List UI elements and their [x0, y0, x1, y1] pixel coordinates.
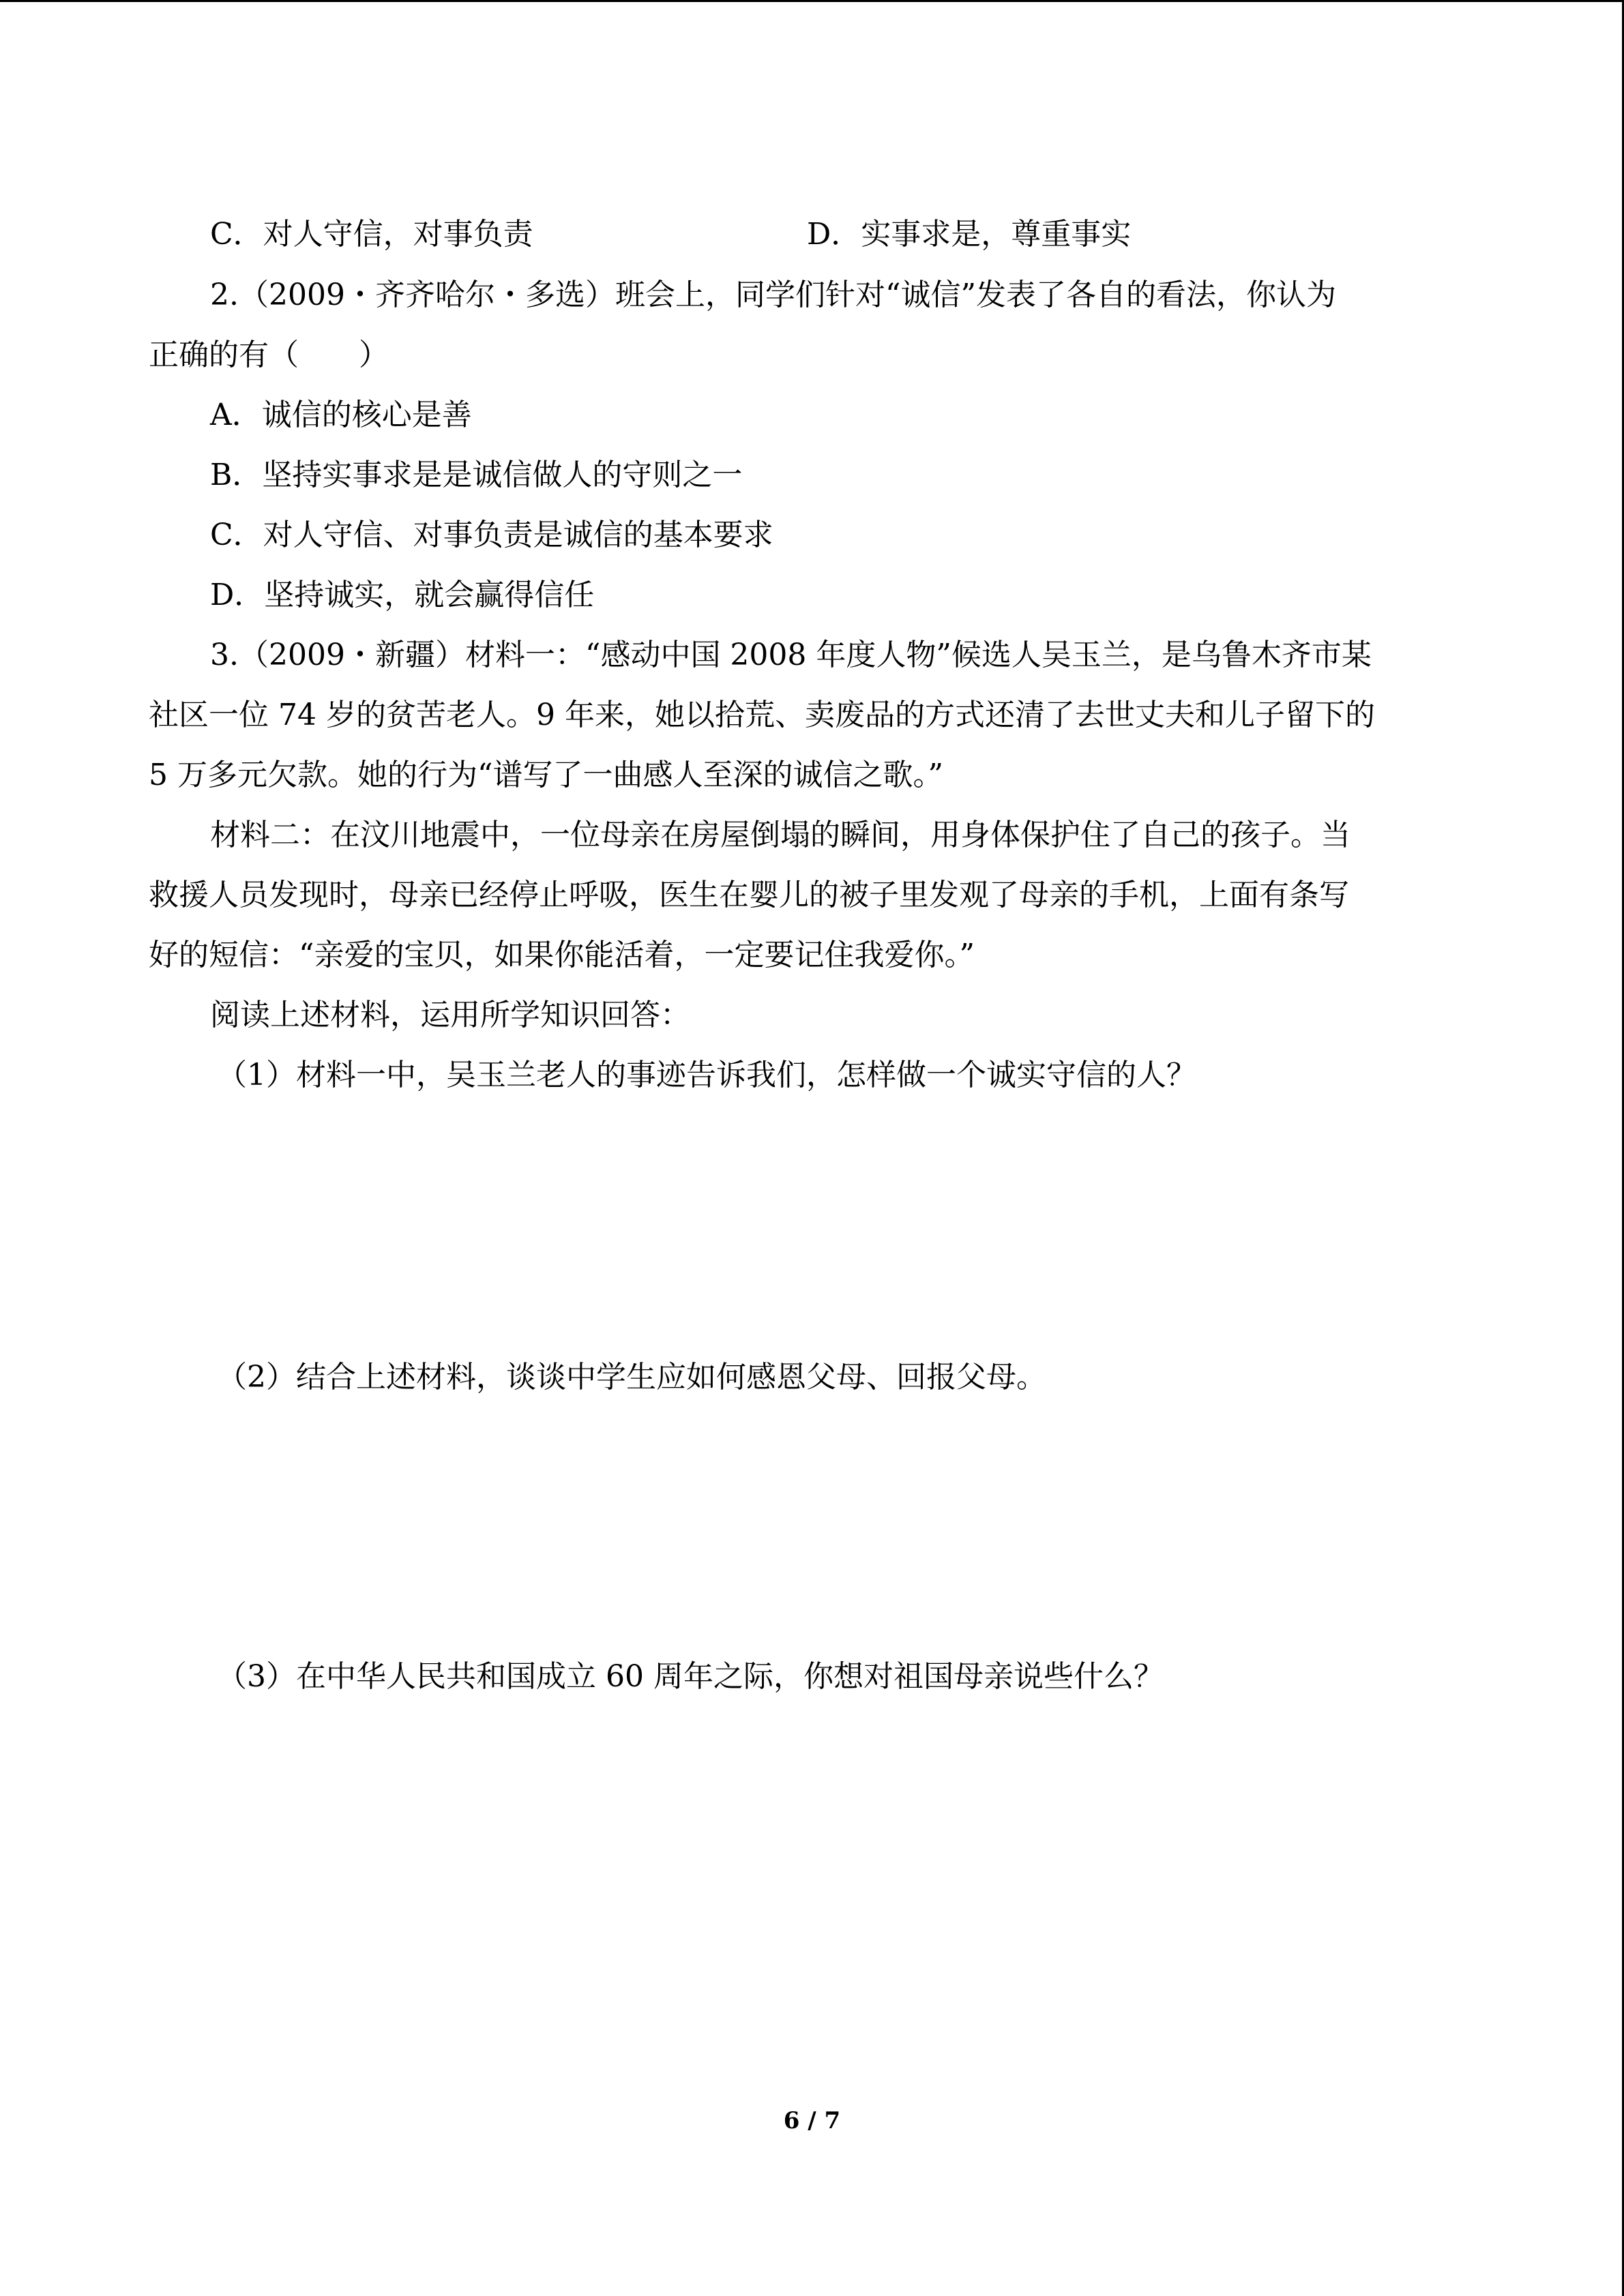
q3-subquestion-2-text: （2）结合上述材料，谈谈中学生应如何感恩父母、回报父母。 [217, 1360, 1046, 1395]
q2-stem-line-2 [0, 331, 1624, 379]
q1-options-line [0, 211, 1624, 258]
q3-material1-line-1 [0, 631, 1624, 679]
page-top-border [0, 0, 1624, 2]
q3-material2-text-1: 材料二：在汶川地震中，一位母亲在房屋倒塌的瞬间，用身体保护住了自己的孩子。当 [210, 818, 1350, 852]
q2-option-d-text: D．坚持诚实，就会赢得信任 [210, 578, 595, 612]
q2-option-b-text: B．坚持实事求是是诚信做人的守则之一 [210, 458, 743, 492]
q3-instruction [0, 992, 1624, 1039]
q3-subquestion-2 [0, 1354, 1624, 1401]
q3-material1-line-2 [0, 691, 1624, 739]
q2-option-b [0, 451, 1624, 499]
q3-subquestion-1 [0, 1052, 1624, 1099]
q1-option-d: D．实事求是，尊重事实 [807, 217, 1132, 252]
q2-option-c [0, 511, 1624, 559]
q2-option-d [0, 571, 1624, 619]
q3-subquestion-3-text: （3）在中华人民共和国成立 60 周年之际，你想对祖国母亲说些什么？ [217, 1659, 1164, 1694]
q3-material1-text-1: 3.（2009・新疆）材料一：“感动中国 2008 年度人物”候选人吴玉兰，是乌鲁木齐市某 [210, 638, 1372, 672]
q3-material2-line-1 [0, 811, 1624, 859]
q3-subquestion-3 [0, 1653, 1624, 1701]
q3-material1-text-2: 社区一位 74 岁的贫苦老人。9 年来，她以拾荒、卖废品的方式还清了去世丈夫和儿子留下的 [149, 698, 1375, 732]
q1-option-c: C．对人守信，对事负责 [210, 217, 533, 252]
q3-instruction-text: 阅读上述材料，运用所学知识回答： [210, 998, 690, 1032]
q3-material1-text-3: 5 万多元欠款。她的行为“谱写了一曲感人至深的诚信之歌。” [149, 758, 943, 792]
q2-option-c-text: C．对人守信、对事负责是诚信的基本要求 [210, 518, 773, 552]
q3-subquestion-1-text: （1）材料一中，吴玉兰老人的事迹告诉我们，怎样做一个诚实守信的人？ [217, 1058, 1196, 1092]
page-number: 6 / 7 [783, 2107, 841, 2134]
q2-stem-line-1 [0, 271, 1624, 319]
q2-option-a [0, 391, 1624, 439]
q3-material2-line-2 [0, 871, 1624, 919]
q3-material2-text-2: 救援人员发现时，母亲已经停止呼吸，医生在婴儿的被子里发观了母亲的手机，上面有条写 [149, 878, 1349, 912]
q2-option-a-text: A．诚信的核心是善 [210, 398, 472, 432]
q3-material1-line-3 [0, 751, 1624, 799]
q3-material2-text-3: 好的短信：“亲爱的宝贝，如果你能活着，一定要记住我爱你。” [149, 938, 975, 972]
q2-stem-text-2: 正确的有（ ） [149, 338, 389, 372]
q2-stem-text-1: 2.（2009・齐齐哈尔・多选）班会上，同学们针对“诚信”发表了各自的看法，你认为 [210, 278, 1336, 312]
q3-material2-line-3 [0, 931, 1624, 979]
